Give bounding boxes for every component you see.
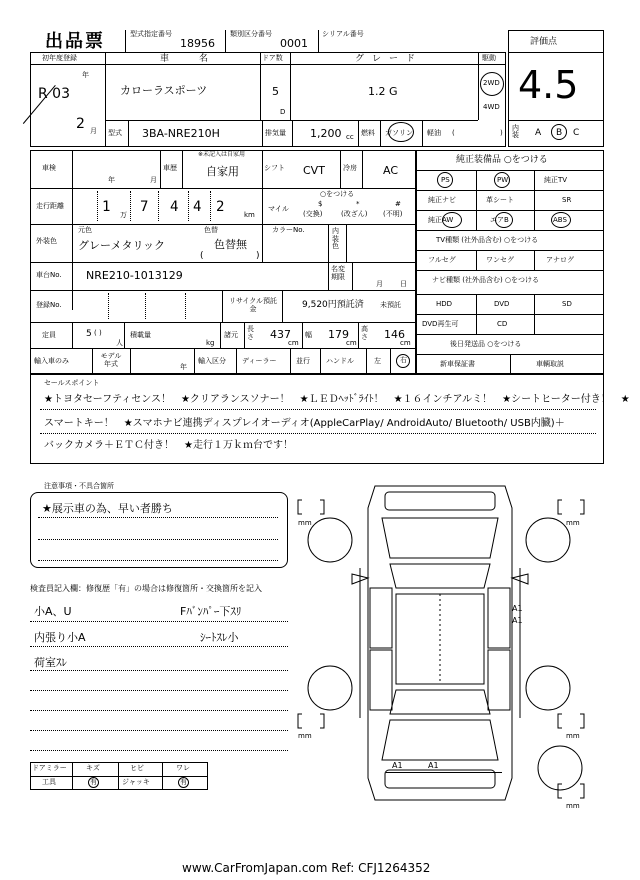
usage-label: 車歴	[163, 164, 177, 172]
grade-label: グレード	[355, 54, 424, 64]
shift-value: CVT	[303, 164, 325, 177]
first-reg-month-unit: 月	[90, 127, 97, 135]
sales-points-line-2: スマートキー！ ★スマホナビ連携ディスプレイオーディオ(AppleCarPlay/ AndroidAuto/ Bluetooth/ USB内臓)＋	[44, 418, 565, 429]
navi-sd: SD	[562, 300, 572, 308]
fuel-paren-open: (	[452, 129, 455, 137]
bracket-rr-close	[580, 714, 584, 728]
shift-label: シフト	[264, 164, 285, 172]
mm-right-front: mm	[566, 519, 580, 527]
sales-points-line-3: バックカメラ＋ＥＴＣ付き！ ★走行１万ｋｍ台です！	[44, 440, 293, 451]
car-hood	[382, 518, 498, 558]
interior-a: A	[535, 128, 542, 138]
reg-label: 登録No.	[36, 301, 62, 309]
load-unit: kg	[206, 339, 215, 347]
load-label: 積載量	[130, 331, 151, 339]
inspector-note-label: 検査員記入欄：修復歴「有」の場合は修復箇所・交換箇所を記入	[30, 584, 262, 593]
bracket-lf-close	[320, 500, 324, 514]
capacity-value: 5	[86, 329, 92, 339]
drive-4wd: 4WD	[483, 103, 500, 111]
notes-label: 注意事項・不具合箇所	[44, 482, 114, 490]
mm-spare: mm	[566, 802, 580, 810]
category-label: 類別区分番号	[230, 30, 272, 38]
color-value: グレーメタリック	[78, 239, 166, 252]
navi-hdd: HDD	[436, 300, 453, 308]
type-cert-label: 型式指定番号	[130, 30, 172, 38]
color-no-label: カラーNo.	[272, 226, 305, 234]
displacement-label: 排気量	[265, 129, 286, 137]
model-value: 3BA-NRE210H	[142, 127, 220, 140]
mm-right-rear: mm	[566, 732, 580, 740]
import-label: 輸入車のみ	[34, 357, 69, 365]
mileage-man: 万	[120, 211, 127, 219]
model-year-label: モデル年式	[100, 352, 122, 369]
capacity-paren: ( )	[94, 329, 102, 337]
note-row-1-right: Fﾊﾞﾝﾊﾟｰ下ｽﾘ	[180, 605, 242, 618]
recycle-value: 9,520円預託済	[302, 300, 364, 310]
color-label: 外装色	[36, 237, 57, 245]
width-label: 幅	[305, 331, 312, 339]
interior-c: C	[573, 128, 580, 138]
sales-points-label: セールスポイント	[44, 379, 100, 387]
bracket-spare-close	[580, 784, 584, 798]
mileage-digit-4: 4	[193, 199, 202, 215]
meter-swap: $	[318, 200, 323, 208]
doors-label: ドア数	[262, 54, 283, 62]
color-change-value: 色替無	[214, 238, 247, 251]
height-unit: cm	[400, 339, 411, 347]
docs-label: 後日発送品 ○をつける	[450, 340, 522, 348]
height-value: 146	[384, 328, 405, 341]
interior-label: 内装	[512, 124, 519, 139]
car-name: カローラスポーツ	[120, 84, 208, 97]
navi-dvd: DVD	[494, 300, 510, 308]
equip-ps: PS	[441, 176, 450, 184]
car-left-rear-door	[370, 650, 392, 710]
recycle-status: 未預託	[380, 301, 401, 309]
first-reg-label: 初年度登録	[42, 54, 77, 62]
equip-airbag: エアB	[490, 216, 509, 224]
equip-sr: SR	[562, 196, 572, 204]
rating-label: 評価点	[530, 37, 558, 47]
import-class-label: 輸入区分	[198, 357, 226, 365]
fuel-diesel: 軽油	[427, 129, 441, 137]
height-label: 高さ	[361, 325, 368, 341]
damage-mark-4: A1	[428, 761, 439, 770]
color-paren-open: (	[200, 251, 204, 261]
tv-fullseg: フルセグ	[428, 256, 456, 264]
handle-right: 右	[400, 356, 407, 364]
mileage-digit-1: 1	[102, 199, 111, 215]
mileage-km: km	[244, 211, 255, 219]
equip-pw: PW	[497, 176, 509, 184]
model-label: 型式	[108, 129, 122, 137]
name-change-month-unit: 月	[376, 280, 383, 288]
car-windshield	[390, 564, 490, 588]
serial-label: シリアル番号	[322, 30, 364, 38]
wheel-right-rear	[526, 666, 570, 710]
bracket-rf-close	[580, 500, 584, 514]
mile-label: マイル	[268, 205, 289, 213]
bracket-spare-open	[558, 784, 562, 798]
width-value: 179	[328, 328, 349, 341]
legend-tools-value: 有	[90, 778, 97, 786]
usage-value: 自家用	[206, 165, 239, 178]
usage-note: ※未記入は自家用	[198, 151, 246, 158]
import-parallel: 並行	[296, 357, 310, 365]
handle-label: ハンドル	[326, 357, 354, 365]
length-value: 437	[270, 328, 291, 341]
length-unit: cm	[288, 339, 299, 347]
tv-analog: アナログ	[546, 256, 574, 264]
displacement-unit: cc	[346, 133, 354, 141]
docs-manual: 車輌取説	[536, 360, 564, 368]
grade-value: 1.2 G	[368, 85, 398, 98]
car-trunk	[382, 720, 498, 760]
equip-aw: 純正AW	[428, 216, 454, 224]
ac-label: 冷房	[343, 164, 357, 172]
displacement-value: 1,200	[310, 127, 342, 140]
equip-leather: 革シート	[486, 196, 514, 204]
car-rear-window	[390, 690, 490, 714]
equipment-factory-label: 純正装備品 ○をつける	[456, 155, 548, 165]
wheel-left-rear	[308, 666, 352, 710]
legend-tools: 工具	[42, 778, 56, 786]
doors-suffix: D	[280, 108, 286, 116]
handle-left: 左	[374, 357, 381, 365]
sales-points-line-1: ★トヨタセーフティセンス！ ★クリアランスソナー！ ★ＬＥＤﾍｯﾄﾞﾗｲﾄ！ ★１６インチアルミ！ ★シートヒーター付き！ ★	[44, 394, 630, 405]
mile-note: ○をつける	[320, 190, 355, 198]
capacity-label: 定員	[42, 331, 56, 339]
first-reg-month: 2	[76, 116, 85, 132]
fuel-label: 燃料	[361, 129, 375, 137]
equip-navi: 純正ナビ	[428, 196, 456, 204]
mileage-digit-5: 2	[216, 199, 225, 215]
trim-label: 内装色	[332, 227, 339, 251]
legend-break: ワレ	[176, 764, 190, 772]
meter-swap-paren: (交換)	[303, 210, 323, 218]
note-row-1-left: 小A、U	[34, 605, 72, 618]
legend-jack: ジャッキ	[122, 778, 150, 786]
drive-2wd: 2WD	[483, 79, 500, 87]
car-front-bumper	[385, 492, 495, 510]
damage-mark-3: A1	[392, 761, 403, 770]
fuel-paren-close: )	[500, 129, 503, 137]
shaken-year-unit: 年	[108, 176, 115, 184]
length-label: 長さ	[247, 325, 254, 341]
wheel-spare	[538, 746, 582, 790]
first-reg-era: R 03	[38, 86, 70, 102]
name-change-day-unit: 日	[400, 280, 407, 288]
tv-oneseg: ワンセグ	[486, 256, 514, 264]
ac-value: AC	[383, 164, 399, 177]
damage-mark-1: A1	[512, 604, 523, 613]
color-paren-close: )	[256, 251, 260, 261]
legend-mirror: ドアミラー	[32, 764, 67, 772]
page-title: 出品票	[45, 31, 105, 52]
shaken-label: 車検	[42, 164, 56, 172]
color-change-label: 色替	[204, 226, 218, 234]
rating-value: 4.5	[518, 63, 579, 107]
model-year-unit: 年	[180, 363, 187, 371]
mm-left-front: mm	[298, 519, 312, 527]
docs-warranty: 新車保証書	[440, 360, 475, 368]
type-cert-number: 18956	[180, 37, 215, 50]
note-row-3-left: 荷室ｽﾚ	[34, 656, 67, 669]
bracket-rf-open	[558, 500, 562, 514]
meter-tamper-paren: (改ざん)	[341, 210, 368, 218]
mileage-digit-2: 7	[140, 199, 149, 215]
width-unit: cm	[346, 339, 357, 347]
dims-label: 諸元	[224, 331, 238, 339]
chassis-label: 車台No.	[36, 271, 62, 279]
navi-cd: CD	[497, 320, 508, 328]
category-number: 0001	[280, 37, 308, 50]
car-right-front-door	[488, 588, 510, 648]
damage-mark-2: A1	[512, 616, 523, 625]
bracket-lr-open	[298, 714, 302, 728]
mm-left-rear: mm	[298, 732, 312, 740]
capacity-unit: 人	[116, 339, 123, 347]
mileage-label: 走行距離	[36, 202, 64, 210]
tv-label: TV種類 (社外品含む) ○をつける	[436, 236, 539, 244]
car-right-rear-door	[488, 650, 510, 710]
drive-label: 駆動	[482, 54, 496, 62]
first-reg-year-unit: 年	[82, 71, 89, 79]
mileage-digit-3: 4	[170, 199, 179, 215]
bracket-lf-open	[298, 500, 302, 514]
navi-label: ナビ種類 (社外品含む) ○をつける	[432, 276, 540, 284]
bracket-rr-open	[558, 714, 562, 728]
recycle-label: リサイクル預託金	[228, 297, 278, 314]
legend-scratch: キズ	[86, 764, 100, 772]
equip-tv: 純正TV	[544, 176, 568, 184]
interior-b: B	[556, 128, 563, 138]
meter-tamper: *	[356, 200, 360, 208]
wheel-right-front	[526, 518, 570, 562]
color-orig-label: 元色	[78, 226, 92, 234]
fuel-gas: ガソリン	[385, 129, 413, 137]
car-left-front-door	[370, 588, 392, 648]
shaken-month-unit: 月	[150, 176, 157, 184]
notes-line-1: ★展示車の為、早い者勝ち	[42, 502, 173, 515]
car-condition-diagram	[290, 478, 610, 808]
chassis-value: NRE210-1013129	[86, 269, 183, 282]
navi-dvd-play: DVD再生可	[422, 320, 459, 328]
import-dealer: ディーラー	[242, 357, 277, 365]
legend-crack: ヒビ	[130, 764, 144, 772]
car-name-label: 車名	[160, 54, 239, 64]
equip-abs: ABS	[553, 216, 567, 224]
meter-unknown: #	[395, 200, 401, 208]
footer-ref: www.CarFromJapan.com Ref: CFJ1264352	[182, 861, 431, 875]
meter-unknown-paren: (不明)	[383, 210, 403, 218]
wheel-left-front	[308, 518, 352, 562]
doors-value: 5	[272, 85, 279, 98]
legend-jack-value: 有	[180, 778, 187, 786]
bracket-lr-close	[320, 714, 324, 728]
name-change-label: 名変期限	[331, 265, 345, 281]
note-row-2-right: ｼｰﾄｽﾚ小	[200, 631, 239, 644]
car-body-outline	[368, 486, 512, 800]
note-row-2-left: 内張り小A	[34, 631, 86, 644]
